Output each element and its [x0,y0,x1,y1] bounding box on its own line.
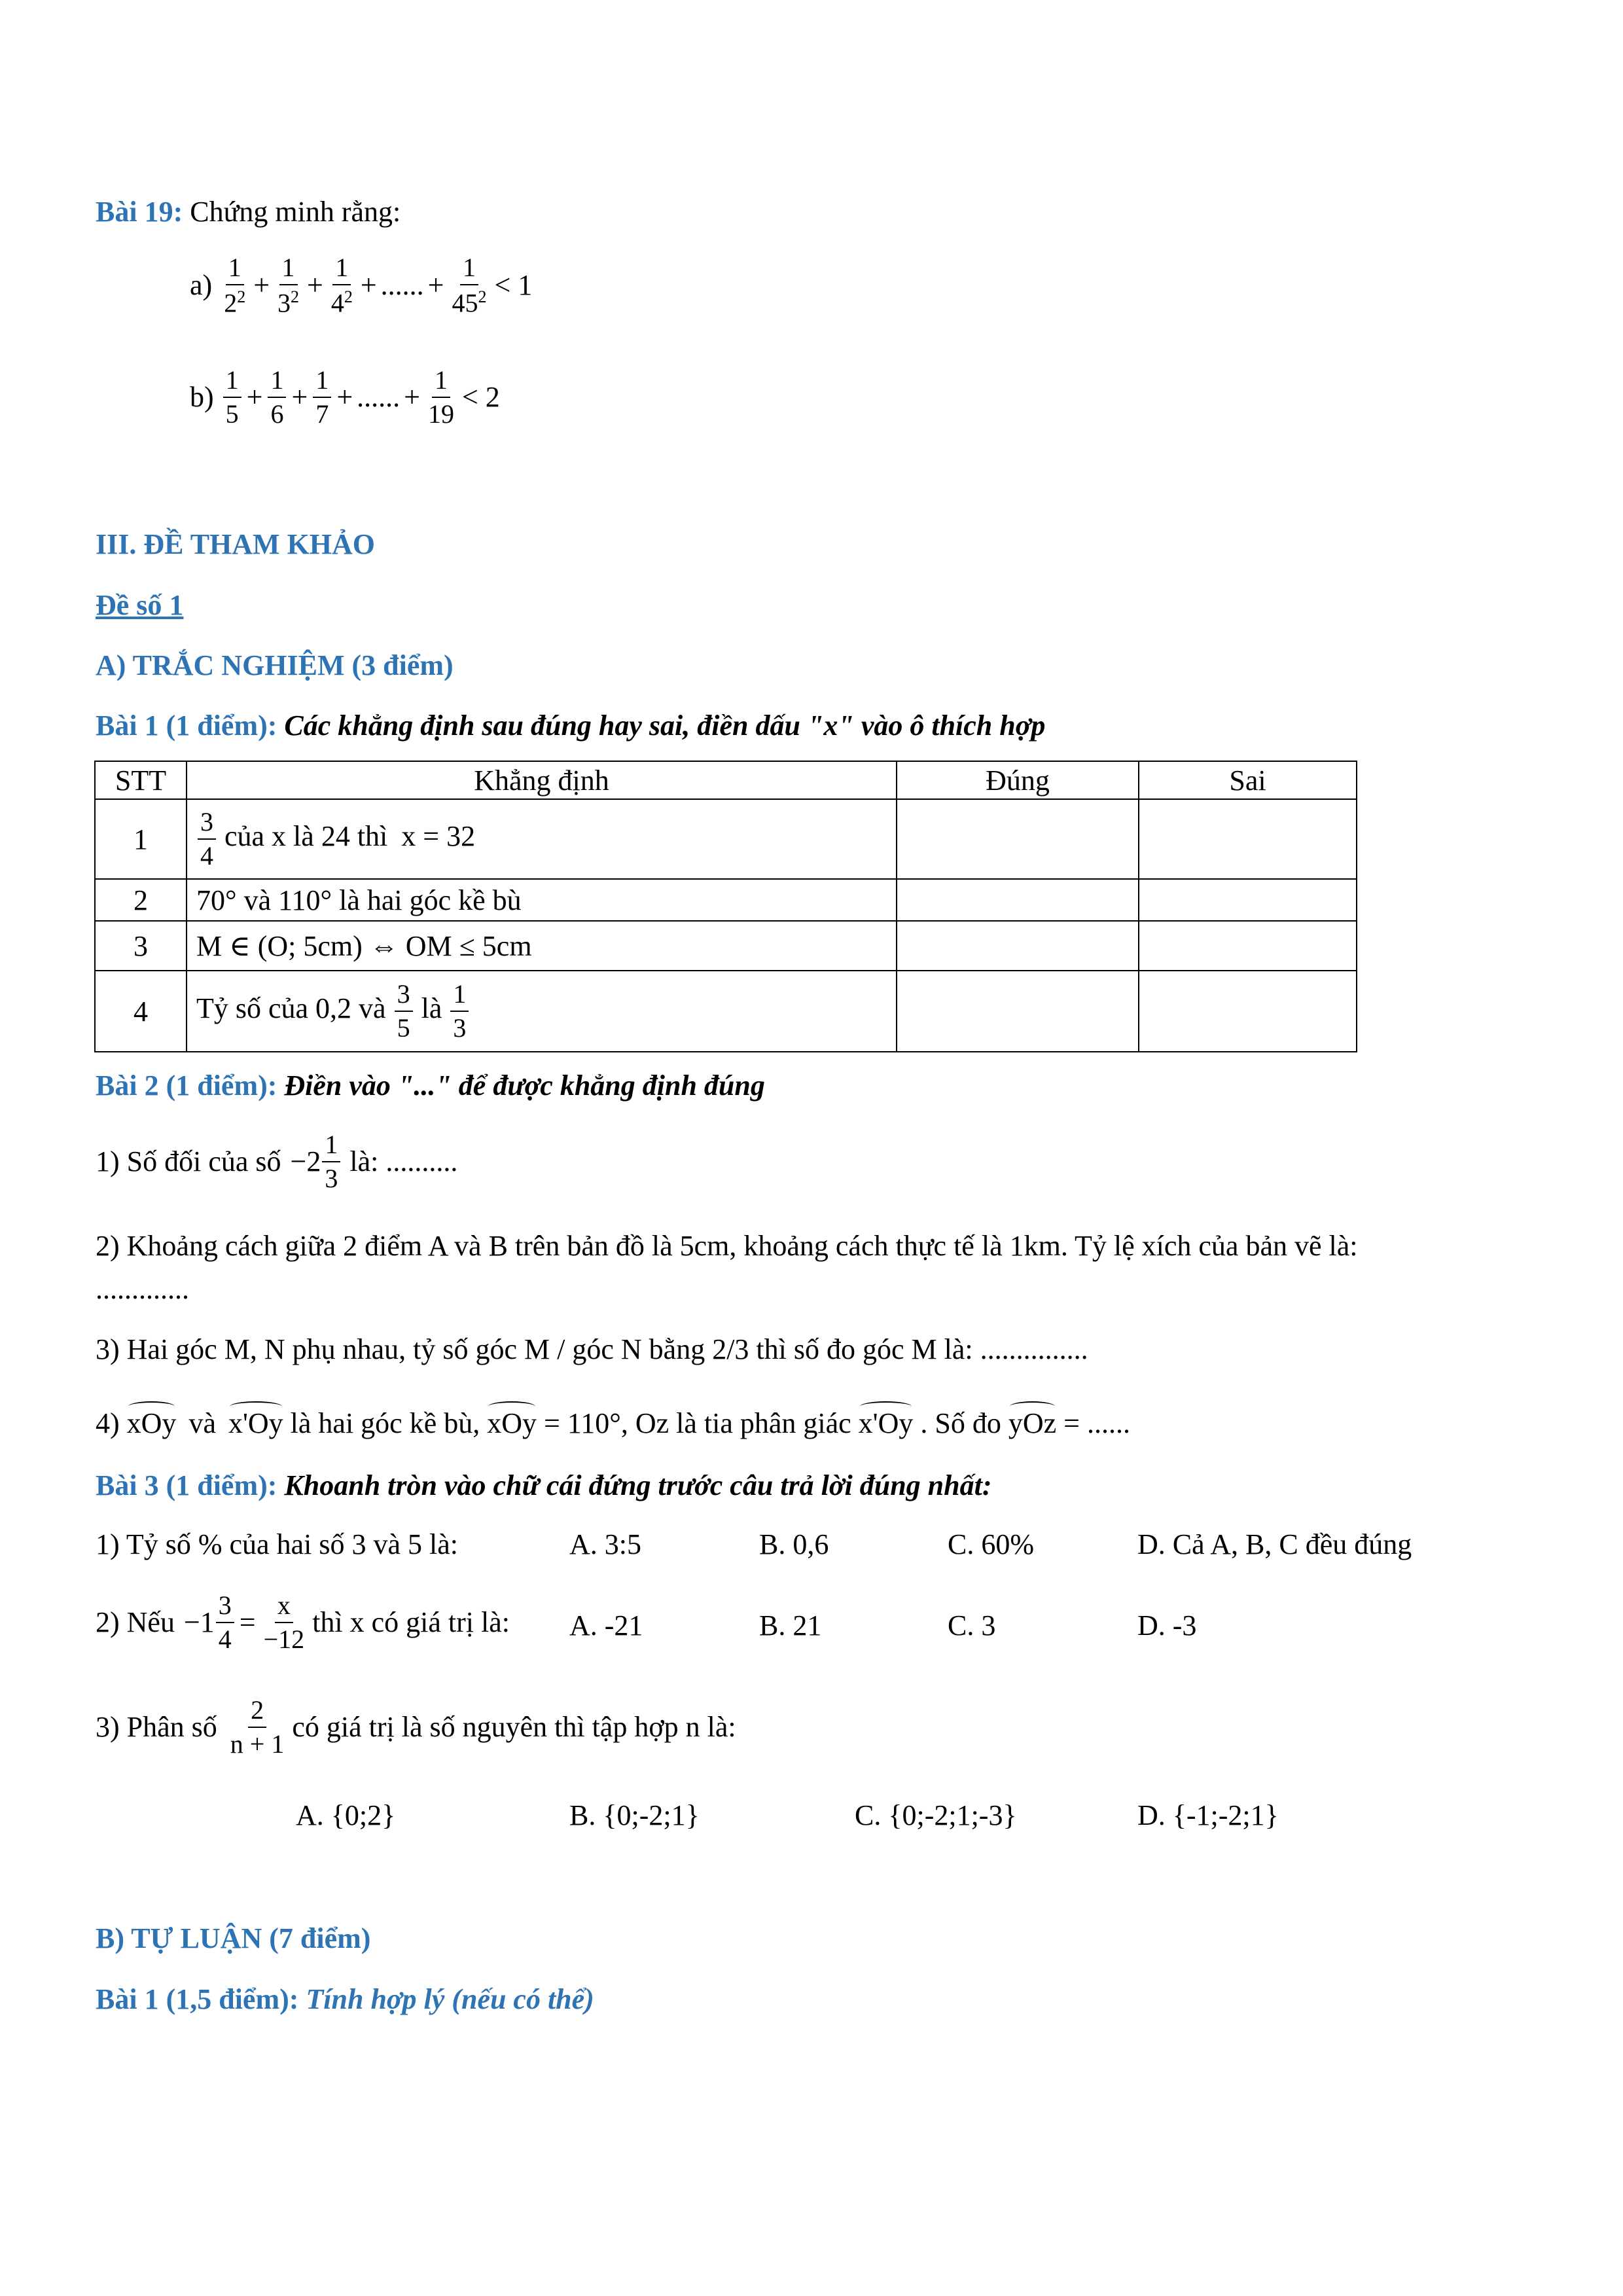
section-title: III. ĐỀ THAM KHẢO [96,528,376,560]
bai3-q1-option-d[interactable]: D. Cả A, B, C đều đúng [1137,1528,1412,1560]
bai3-q2: 2) Nếu −1 $\frac{3}{4}$ = $\frac{x}{-12}$ thì x có giá trị là: [96,1590,510,1654]
fraction: $\frac{3}{4}$ [198,808,216,870]
bai19-a: a) $\frac{1}{2^2}$ + $\frac{1}{3^2}$ + $\frac{1}{4^2}$ + ...... + $\frac{1}{45^2}$ < 1 [190,253,533,318]
sai-cell[interactable] [1139,799,1357,879]
fraction: $\frac{3}{4}$ [216,1592,234,1653]
fraction: $\frac{1}{2^2}$ [224,253,246,318]
fraction: $\frac{1}{45^2}$ [452,253,487,318]
bai3-q3-option-c[interactable]: C. {0;-2;1;-3} [855,1799,1017,1831]
bai3-q2-option-b[interactable]: B. 21 [759,1609,822,1641]
fraction: $\frac{1}{5}$ [223,367,241,428]
bai1-heading: Bài 1 (1 điểm): Các khẳng định sau đúng hay sai, điền dấu "x" vào ô thích hợp [96,709,1046,742]
fraction: $\frac{1}{6}$ [268,367,286,428]
bai19-heading: Bài 19: Chứng minh rằng: [96,196,401,228]
bai3-q2-option-c[interactable]: C. 3 [948,1609,996,1641]
bai2-q4: 4) xOy và x'Oy là hai góc kề bù, xOy = 110°, Oz là tia phân giác x'Oy . Số đo yOz = ...... [96,1404,1130,1438]
dung-cell[interactable] [897,921,1139,971]
dung-cell[interactable] [897,971,1139,1052]
bai2-q3: 3) Hai góc M, N phụ nhau, tỷ số góc M / góc N bằng 2/3 thì số đo góc M là: ............... [96,1333,1088,1365]
dung-cell[interactable] [897,799,1139,879]
de-so-1: Đề số 1 [96,589,184,621]
table-row: 3 M ∈ (O; 5cm) ⇔ OM ≤ 5cm [95,921,1357,971]
sai-cell[interactable] [1139,921,1357,971]
bai3-q2-option-d[interactable]: D. -3 [1137,1609,1197,1641]
fraction: $\frac{x}{-12}$ [263,1590,305,1654]
table-row: 4 Tỷ số của 0,2 và $\frac{3}{5}$ là $\frac{1}{3}$ [95,971,1357,1052]
fraction: $\frac{3}{5}$ [395,980,413,1042]
bai3-q3-option-b[interactable]: B. {0;-2;1} [569,1799,700,1831]
bai2-q1: 1) Số đối của số −2 $\frac{1}{3}$ là: .......... [96,1130,458,1193]
fraction: $\frac{2}{n + 1}$ [230,1695,285,1759]
fraction: $\frac{1}{19}$ [427,365,454,429]
bai3-heading: Bài 3 (1 điểm): Khoanh tròn vào chữ cái đứng trước câu trả lời đúng nhất: [96,1469,992,1501]
fraction: $\frac{1}{7}$ [313,367,331,428]
part-b-title: B) TỰ LUẬN (7 điểm) [96,1922,371,1954]
bai2-q2: 2) Khoảng cách giữa 2 điểm A và B trên bản đồ là 5cm, khoảng cách thực tế là 1km. Tỷ lệ xích của bản vẽ là: [96,1230,1358,1262]
bai2-q2-cont: ............. [96,1273,189,1305]
table-header-row: STT Khẳng định Đúng Sai [95,761,1357,799]
fraction: $\frac{1}{4^2}$ [330,253,353,318]
bai3-q2-option-a[interactable]: A. -21 [569,1609,643,1641]
bai3-q1-option-b[interactable]: B. 0,6 [759,1528,829,1560]
bai3-q3-option-d[interactable]: D. {-1;-2;1} [1137,1799,1279,1831]
sai-cell[interactable] [1139,971,1357,1052]
tuluan-bai1-heading: Bài 1 (1,5 điểm): Tính hợp lý (nếu có thể) [96,1983,594,2015]
bai19-b: b) $\frac{1}{5}$ + $\frac{1}{6}$ + $\frac{1}{7}$ + ...... + $\frac{1}{19}$ < 2 [190,365,500,429]
part-a-title: A) TRẮC NGHIỆM (3 điểm) [96,649,454,681]
fraction: $\frac{1}{3}$ [450,980,469,1042]
table-row: 2 70° và 110° là hai góc kề bù [95,879,1357,921]
bai3-q3: 3) Phân số $\frac{2}{n + 1}$ có giá trị là số nguyên thì tập hợp n là: [96,1695,736,1759]
fraction: $\frac{1}{3}$ [322,1131,340,1193]
sai-cell[interactable] [1139,879,1357,921]
bai2-heading: Bài 2 (1 điểm): Điền vào "..." để được khẳng định đúng [96,1069,765,1102]
bai3-q1: 1) Tỷ số % của hai số 3 và 5 là: [96,1528,458,1560]
bai3-q3-option-a[interactable]: A. {0;2} [296,1799,396,1831]
bai3-q1-option-a[interactable]: A. 3:5 [569,1528,641,1560]
dung-cell[interactable] [897,879,1139,921]
fraction: $\frac{1}{3^2}$ [277,253,300,318]
true-false-table [94,761,1357,1052]
table-row: 1 $\frac{3}{4}$ của x là 24 thì x = 32 [95,799,1357,879]
bai3-q1-option-c[interactable]: C. 60% [948,1528,1034,1560]
